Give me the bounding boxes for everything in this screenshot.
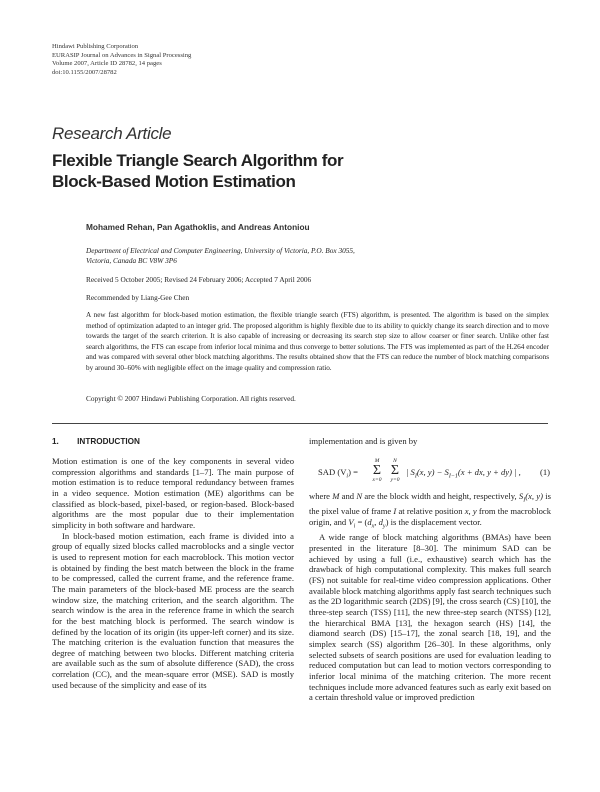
copyright: Copyright © 2007 Hindawi Publishing Corporation. All rights reserved.: [86, 394, 296, 403]
bma-paragraph: A wide range of block matching algorithms (BMAs) have been presented in the literature [8–30]. The minimum SAD can be achieved by using a full (i.e., exhaustive) search which has the drawback of high computational complexity. This makes full search (FS) not suitable for real-time video compression applications. Other available block matching algorithms apply fast search techniques such as the 2D logarithmic search (2DS) [9], the cross search (CS) [10], the three-step search (TSS) [11], the new three-step search (NTSS) [12], the hierarchical BMA [13], the hexagon search (HS) [14], the diamond search (DS) [15–17], the zonal search [18, 19], and the simplex search (SS) algorithm [26–30]. In these algorithms, only selected subsets of search positions are used for evaluation leading to reduced computation but can lead to motion vectors corresponding to inferior local minima of the matching criterion. The more recent techniques include more advanced features such as early exit based on a certain threshold value or improved prediction: [309, 532, 551, 703]
section-title: INTRODUCTION: [77, 437, 140, 446]
right-column: [309, 436, 551, 447]
divider: [52, 423, 548, 424]
paper-title: [52, 150, 532, 192]
article-type: Research Article: [52, 124, 172, 143]
sum-y: N Σ y=0: [390, 458, 400, 483]
received-dates: Received 5 October 2005; Revised 24 February 2006; Accepted 7 April 2006: [86, 275, 312, 284]
title-line-1: Flexible Triangle Search Algorithm for: [52, 151, 344, 170]
affiliation: [86, 246, 446, 267]
equation-lhs: SAD $(V_i)$ =: [318, 467, 358, 480]
intro-paragraph-2: In block-based motion estimation, each frame is divided into a group of equally sized blocks called macroblocks and a single vector is used to represent motion for each macroblock. This motion vector is obtained by finding the best match between the block in the frame to be compressed, called the current frame, and the reference frame. The main parameters of the block-based ME process are the search window size, the matching criterion, and the search algorithm. The search window is the area in the reference frame in which the search for the best matching block is performed. The search window is defined by the location of its origin (its upper-left corner) and its size. The matching criterion is the evaluation function that measures the degree of matching between two blocks. Different matching criteria are available such as the sum of absolute difference (SAD), the cross correlation (CC), and the mean-square error (MSE). SAD is mostly used because of the simplicity and ease of its: [52, 530, 294, 690]
equation-number: (1): [539, 467, 550, 477]
recommended-by: Recommended by Liang-Gee Chen: [86, 293, 190, 302]
title-line-2: Block-Based Motion Estimation: [52, 172, 296, 191]
equation-body: | $S_I(x$, $y) - S_{I-1}(x$ + dx, y + dy) | ,: [406, 467, 521, 480]
section-heading: [52, 437, 140, 446]
doi: doi:10.1155/2007/28782: [52, 68, 117, 76]
equation-intro: implementation and is given by: [309, 436, 418, 446]
section-number: 1.: [52, 437, 59, 446]
equation-1: [318, 456, 550, 490]
abstract: A new fast algorithm for block-based motion estimation, the flexible triangle search (FTS) algorithm, is presented. The algorithm is based on the simplex method of optimization adapted to an integer grid. The proposed algorithm is highly flexible due to its ability to quickly change its search direction and to move towards the target of the search criterion. It is also capable of increasing or decreasing its search step size to allow coarser or finer search. Unlike other fast search algorithms, the FTS can escape from inferior local minima and thus converge to better solutions. The FTS was implemented as part of the H.264 encoder and was compared with several other block matching algorithms. The results obtained show that the FTS can reduce the number of block matching comparisons by around 30–60% with negligible effect on the image quality and compression ratio.: [86, 311, 549, 372]
equation-explanation: where M and N are the block width and height, respectively, $S_I(x$, y) is the pixel value of frame I at relative position x, y from the macroblock origin, and $V_i = (d_x$, $d_y$) is the displacement vector.: [309, 491, 551, 530]
intro-paragraph-1: Motion estimation is one of the key components in several video compression algorithms and standards [1–7]. The main purpose of motion estimation is to reduce temporal redundancy between frames in a video sequence. Motion estimation (ME) algorithms can be classified as block-based, pixel-based, or region-based. Block-based algorithms are the most popular due to their implementation simplicity in both software and hardware.: [52, 456, 294, 530]
authors: Mohamed Rehan, Pan Agathoklis, and Andreas Antoniou: [86, 222, 310, 232]
volume-info: Volume 2007, Article ID 28782, 14 pages: [52, 60, 162, 68]
affiliation-line-2: Victoria, Canada BC V8W 3P6: [86, 256, 177, 266]
journal-name: EURASIP Journal on Advances in Signal Processing: [52, 51, 192, 59]
left-column: [52, 456, 294, 690]
journal-header: [52, 43, 191, 77]
sum-x: M Σ x=0: [372, 458, 382, 483]
publisher: Hindawi Publishing Corporation: [52, 43, 139, 50]
affiliation-line-1: Department of Electrical and Computer Engineering, University of Victoria, P.O. Box 3055,: [86, 246, 355, 255]
right-column-body: [309, 491, 551, 703]
